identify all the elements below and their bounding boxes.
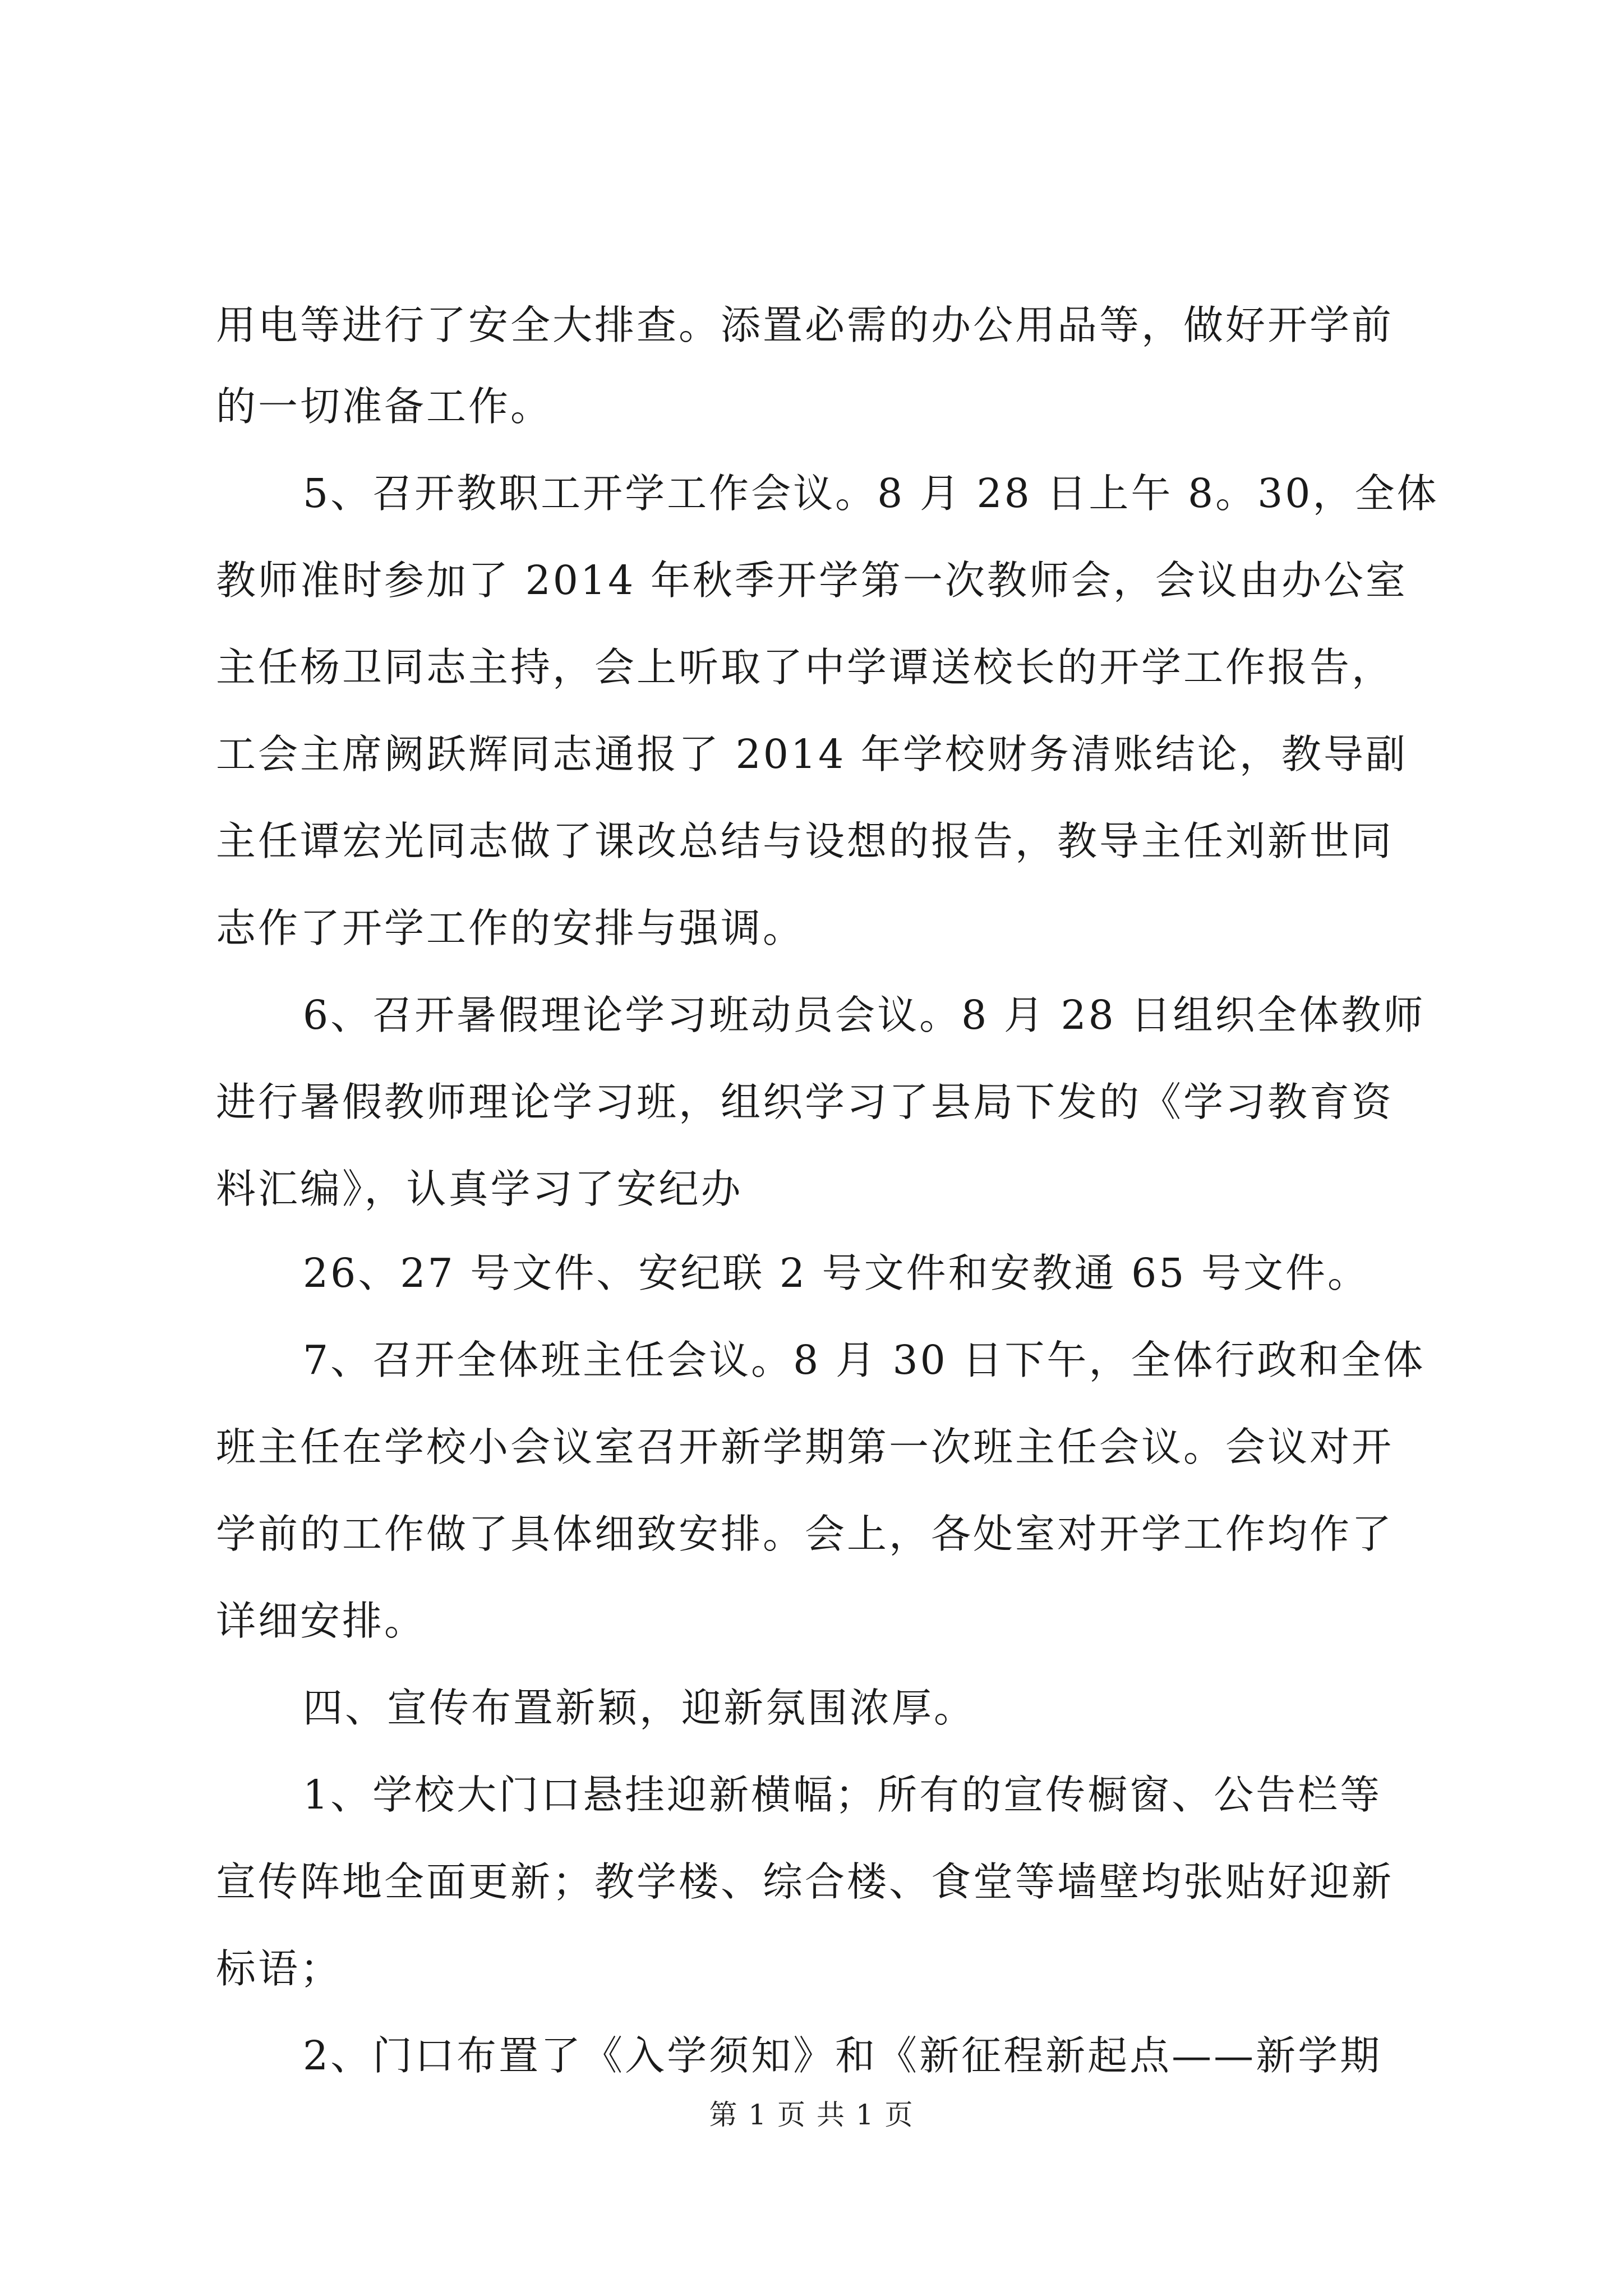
text-line: 班主任在学校小会议室召开新学期第一次班主任会议。会议对开	[216, 1424, 1394, 1470]
text-line: 料汇编》，认真学习了安纪办	[216, 1166, 743, 1212]
page-footer: 第 1 页 共 1 页	[709, 2099, 914, 2131]
text-line: 进行暑假教师理论学习班，组织学习了县局下发的《学习教育资	[216, 1079, 1394, 1125]
text-line: 主任谭宏光同志做了课改总结与设想的报告，教导主任刘新世同	[216, 818, 1394, 864]
text-line: 7、召开全体班主任会议。8 月 30 日下午，全体行政和全体	[303, 1337, 1426, 1383]
text-line: 主任杨卫同志主持，会上听取了中学谭送校长的开学工作报告，	[216, 644, 1394, 691]
text-line: 1、学校大门口悬挂迎新横幅；所有的宣传橱窗、公告栏等	[303, 1772, 1382, 1818]
text-line: 工会主席阙跃辉同志通报了 2014 年学校财务清账结论，教导副	[216, 731, 1408, 777]
text-line: 26、27 号文件、安纪联 2 号文件和安教通 65 号文件。	[303, 1250, 1370, 1296]
text-line: 2、门口布置了《入学须知》和《新征程新起点——新学期	[303, 2032, 1382, 2079]
text-line: 的一切准备工作。	[216, 383, 553, 430]
text-line: 5、召开教职工开学工作会议。8 月 28 日上午 8。30，全体	[303, 470, 1439, 517]
text-line: 用电等进行了安全大排查。添置必需的办公用品等，做好开学前	[216, 302, 1394, 348]
text-line: 志作了开学工作的安排与强调。	[216, 905, 805, 951]
text-line: 6、召开暑假理论学习班动员会议。8 月 28 日组织全体教师	[303, 992, 1426, 1038]
text-line: 宣传阵地全面更新；教学楼、综合楼、食堂等墙壁均张贴好迎新	[216, 1858, 1394, 1905]
text-line: 学前的工作做了具体细致安排。会上，各处室对开学工作均作了	[216, 1511, 1394, 1557]
text-line: 教师准时参加了 2014 年秋季开学第一次教师会，会议由办公室	[216, 557, 1408, 604]
text-line: 标语；	[216, 1945, 343, 1992]
text-line: 详细安排。	[216, 1598, 427, 1644]
section-heading: 四、宣传布置新颖，迎新氛围浓厚。	[303, 1685, 976, 1731]
